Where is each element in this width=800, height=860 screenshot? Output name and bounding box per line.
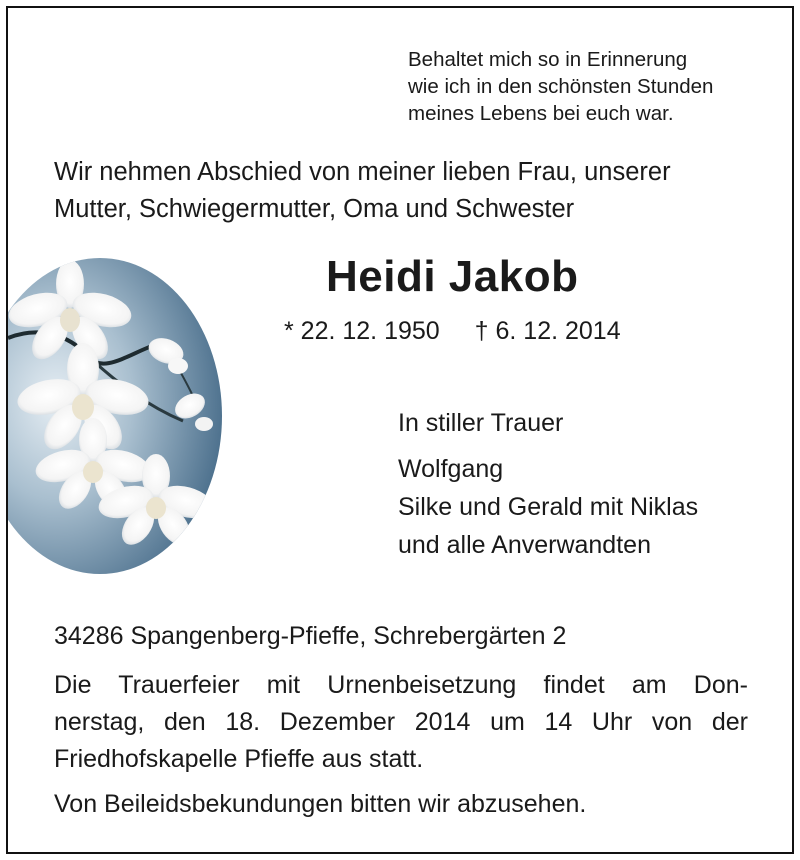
service-line: nerstag, den 18. Dezember 2014 um 14 Uhr von der	[54, 708, 748, 736]
motto-line: wie ich in den schönsten Stunden	[408, 75, 714, 98]
mourner-name: Silke und Gerald mit Niklas	[398, 493, 699, 521]
mourner-name: und alle Anverwandten	[398, 531, 651, 559]
motto-line: meines Lebens bei euch war.	[408, 102, 674, 125]
intro-line: Wir nehmen Abschied von meiner lieben Frau, unserer	[54, 158, 671, 186]
closing-note: Von Beileidsbekundungen bitten wir abzusehen.	[54, 790, 587, 818]
birth-date: * 22. 12. 1950	[284, 317, 440, 345]
mourners-block	[398, 404, 698, 564]
death-date: † 6. 12. 2014	[474, 317, 621, 345]
mourning-heading: In stiller Trauer	[398, 409, 564, 437]
life-dates	[284, 317, 621, 346]
orchid-image	[8, 256, 238, 576]
service-line: Friedhofskapelle Pfieffe aus statt.	[54, 745, 424, 773]
motto-quote	[408, 46, 713, 127]
farewell-intro	[54, 154, 671, 228]
service-line: Die Trauerfeier mit Urnenbeisetzung findet am Don-	[54, 671, 748, 699]
mourner-name: Wolfgang	[398, 455, 504, 483]
intro-line: Mutter, Schwiegermutter, Oma und Schwester	[54, 195, 575, 223]
service-details	[54, 667, 748, 778]
family-address: 34286 Spangenberg-Pfieffe, Schrebergärten 2	[54, 622, 567, 650]
obituary-notice	[6, 6, 794, 854]
motto-line: Behaltet mich so in Erinnerung	[408, 48, 688, 71]
deceased-name: Heidi Jakob	[326, 252, 579, 301]
